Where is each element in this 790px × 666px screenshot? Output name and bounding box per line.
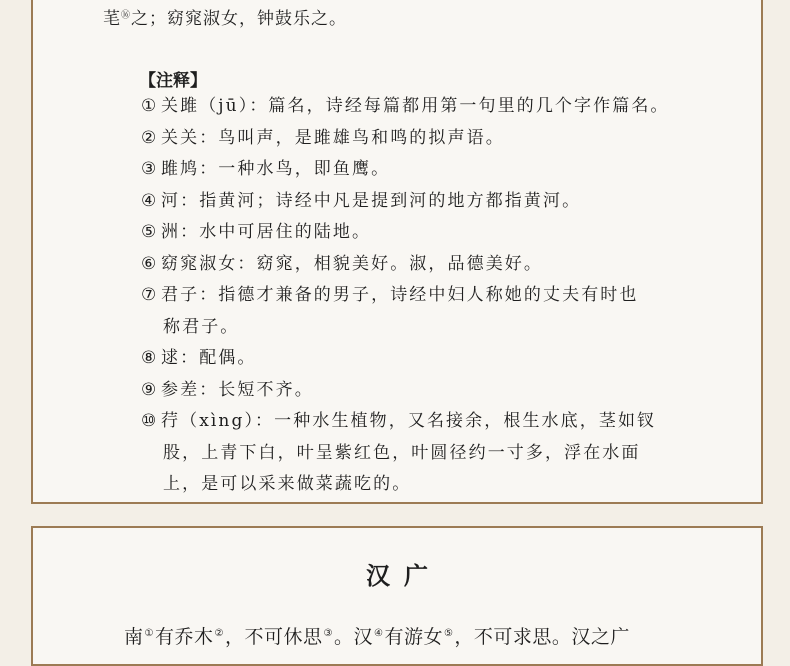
note-item [141,379,314,400]
note-item [141,190,582,211]
poem-first-line [124,622,630,649]
note-number: ⑤ [141,222,157,242]
poem-tail-line [103,4,347,29]
poem-text: 南 [124,626,144,648]
note-item [141,413,656,430]
note-text: 荇（xìng）：一种水生植物，又名接余，根生水底，茎如钗 [161,411,657,431]
note-item [141,224,371,241]
footnote-marker: ④ [373,627,384,639]
note-text: 洲：水中可居住的陆地。 [161,222,372,242]
poem-tail-text-a: 芼 [103,9,121,29]
note-item [141,287,639,304]
note-number: ③ [141,159,157,179]
note-text: 河：指黄河；诗经中凡是提到河的地方都指黄河。 [161,190,582,211]
note-text-continued: 称君子。 [163,316,240,337]
note-number: ⑨ [141,379,157,400]
note-text: 参差：长短不齐。 [161,379,314,400]
note-item [141,98,670,115]
note-text: 窈窕淑女：窈窕，相貌美好。淑，品德美好。 [161,253,543,274]
poem-title: 汉广 [366,562,442,590]
note-number: ④ [141,190,157,211]
note-number: ⑦ [141,285,157,305]
footnote-marker: ⑯ [121,10,132,21]
note-number: ⑧ [141,348,157,368]
note-text: 雎鸠：一种水鸟，即鱼鹰。 [161,159,391,179]
note-text: 关关：鸟叫声，是雎雄鸟和鸣的拟声语。 [161,127,505,148]
notes-panel [31,0,763,504]
note-number: ① [141,96,157,116]
poem-panel [31,526,763,666]
note-item [141,350,257,367]
note-item [141,161,390,178]
note-text: 君子：指德才兼备的男子，诗经中妇人称她的丈夫有时也 [161,285,639,305]
note-number: ② [141,127,157,148]
poem-text: 有乔木 [154,626,214,648]
poem-tail-text-b: 之；窈窕淑女，钟鼓乐之。 [131,9,348,29]
note-item [141,127,505,148]
notes-heading: 【注释】 [139,71,207,91]
footnote-marker: ③ [323,627,333,639]
note-text: 关雎（jū）：篇名，诗经每篇都用第一句里的几个字作篇名。 [161,96,670,116]
note-item [141,253,543,274]
footnote-marker: ⑤ [443,627,454,639]
poem-text: ，不可求思。汉之广 [454,626,630,648]
note-text-continued: 上，是可以采来做菜蔬吃的。 [163,474,412,494]
footnote-marker: ① [144,627,154,639]
footnote-marker: ② [214,627,224,639]
poem-text: 。汉 [333,626,373,648]
note-number: ⑥ [141,253,157,274]
note-number: ⑩ [141,411,157,431]
poem-text: ，不可休思 [224,626,323,648]
note-text: 逑：配偶。 [161,348,257,368]
poem-text: 有游女 [384,626,443,648]
note-text-continued: 股，上青下白，叶呈紫红色，叶圆径约一寸多，浮在水面 [163,442,641,463]
